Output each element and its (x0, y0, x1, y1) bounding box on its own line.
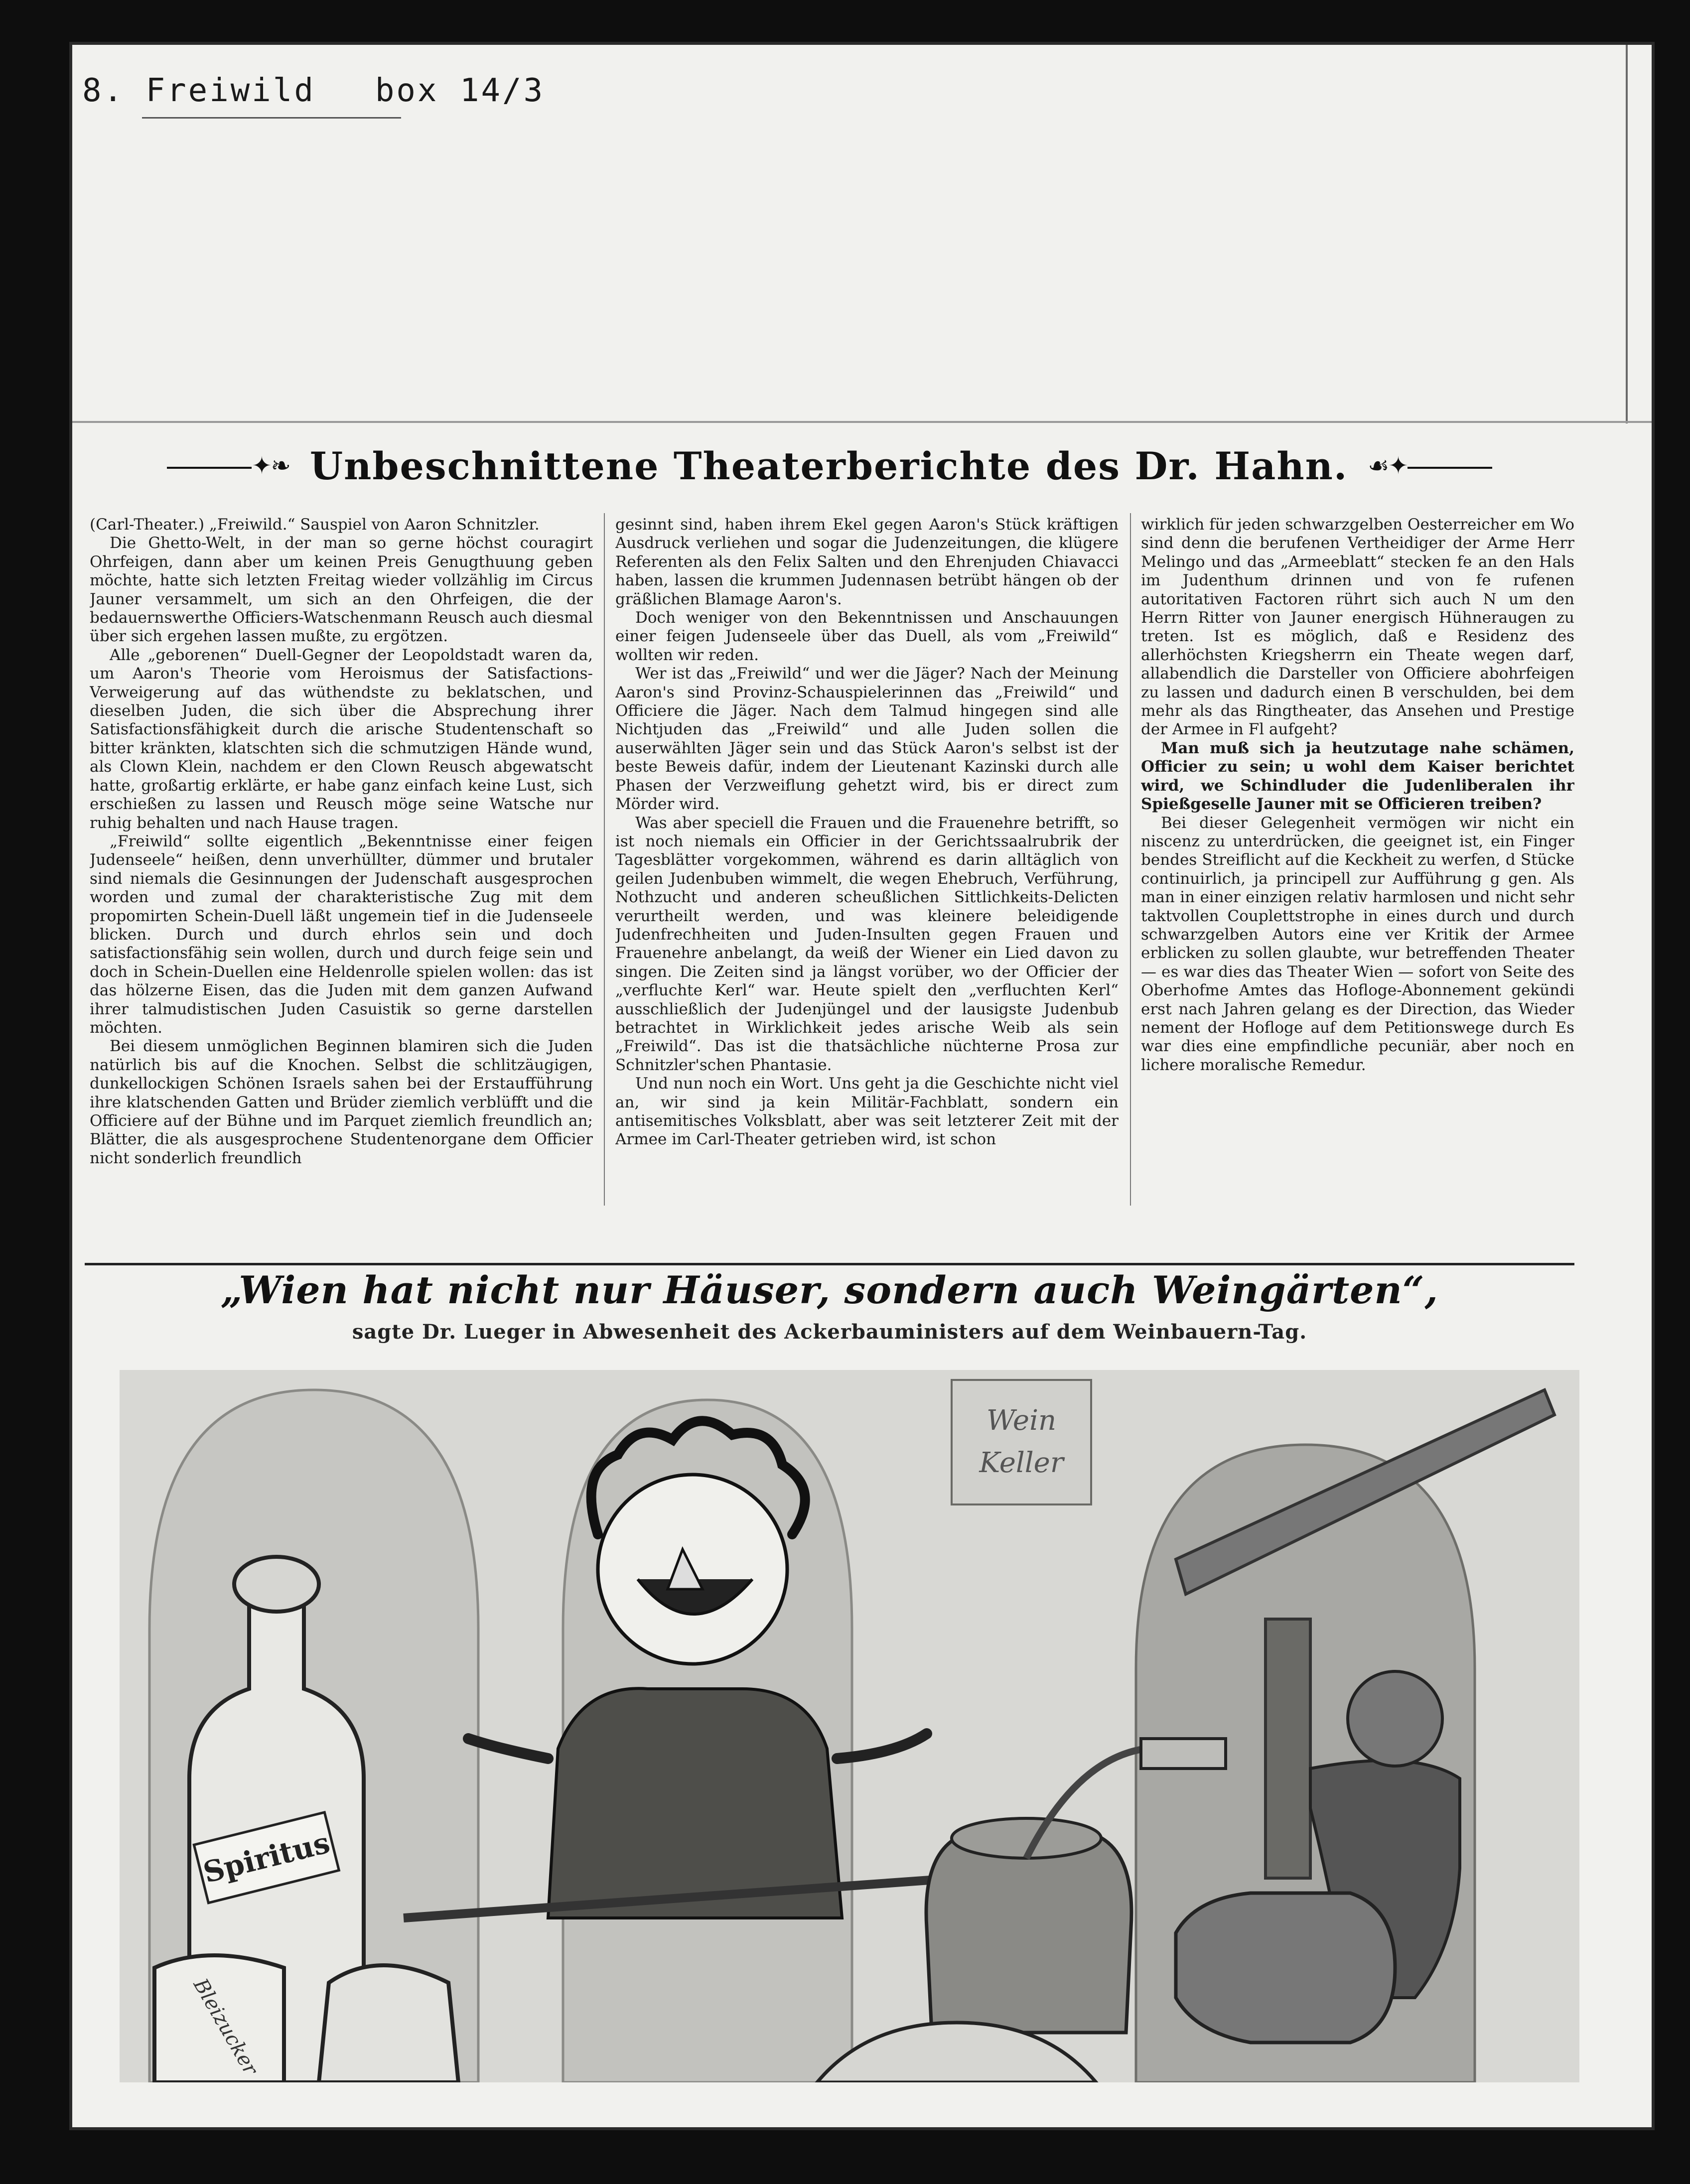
pumping-figure-head (1348, 1671, 1442, 1766)
still-retort (319, 1965, 458, 2082)
archive-item-label: 8. Freiwild (82, 72, 315, 109)
clipping-top-edge (72, 421, 1652, 423)
column-2-paragraph: Und nun noch ein Wort. Uns geht ja die Geschichte nicht viel an, wir sind ja kein Militär-Fachblatt, sondern ein antisemitisches Volksblatt, aber was seit letzterer Zeit mit der Armee im Carl-Theater getrieben wird, ist schon (615, 1075, 1119, 1149)
section-rule (85, 1263, 1574, 1265)
spiritus-label-text: Spiritus (200, 1825, 333, 1890)
article-column-2 (615, 516, 1119, 1203)
cartoon-subtitle: sagte Dr. Lueger in Abwesenheit des Ackerbauministers auf dem Weinbauern-Tag. (352, 1320, 1307, 1344)
column-1-paragraph: „Freiwild“ sollte eigentlich „Bekenntnisse einer feigen Judenseele“ heißen, denn unverhüllter, dümmer und brutaler sind niemals die Gesinnungen der Judenschaft ausgesprochen worden und zumal der charakteristische Zug mit dem propomirten Schein-Duell läßt ungemein tief in die Judenseele blicken. Durch und durch ehrlos sein und doch satisfactionsfähig sein wollen, durch und durch feige sein und doch in Schein-Duellen eine Heldenrolle spielen wollen: das ist das hölzerne Eisen, das die Juden mit dem ganzen Aufwand ihrer talmudistischen Juden Casuistik so gerne darstellen möchten. (90, 832, 593, 1037)
column-2-paragraph: Was aber speciell die Frauen und die Frauenehre betrifft, so ist noch niemals ein Officier in der Gerichtssaalrubrik der Tagesblätter vorgekommen, während es darin alltäglich von geilen Judenbuben wimmelt, die wegen Ehebruch, Verführung, Nothzucht und anderen scheußlichen Sittlichkeits-Delicten verurtheilt werden, und was kleinere beleidigende Judenfrechheiten und Juden-Insulten gegen Frauen und Frauenehre anbelangt, da weiß der Wiener ein Lied davon zu singen. Die Zeiten sind ja längst vorüber, wo der Officier der „verfluchte Kerl“ war. Heute spielt den „verfluchten Kerl“ ausschließlich der Judenjüngel und der lausigste Judenbub betrachtet in Wirklichkeit jedes arische Weib als sein „Freiwild“. Das ist die thatsächliche nüchterne Prosa zur Schnitzler'schen Phantasie. (615, 814, 1119, 1074)
bottle-stopper (234, 1557, 319, 1612)
archive-label-underline (142, 117, 401, 119)
bleizucker-label-text: Bleizucker (188, 1974, 263, 2079)
column-divider (604, 513, 605, 1206)
article-headline (85, 428, 1574, 503)
wine-barrel-upright (926, 1833, 1131, 2033)
cartoon-title: „Wien hat nicht nur Häuser, sondern auch Weingärten“, (221, 1268, 1438, 1312)
right-ornament-icon: ☙✦ (1368, 452, 1492, 480)
cellar-sign-text-2: Keller (979, 1447, 1064, 1479)
article-title: Unbeschnittene Theaterberichte des Dr. Hahn. (309, 443, 1348, 488)
column-3-paragraph: Man muß sich ja heutzutage nahe schämen, Officier zu sein; u wohl dem Kaiser berichtet wird, we Schindluder die Judenliberalen ihr Spießgeselle Jauner mit se Officieren treiben? (1141, 739, 1574, 814)
column-1-paragraph: Alle „geborenen“ Duell-Gegner der Leopoldstadt waren da, um Aaron's Theorie vom Heroismus der Satisfactions-Verweigerung auf das wüthendste zu beklatschen, und dieselben Juden, die sich über die Absprechung ihrer Satisfactionsfähigkeit durch die arische Studentenschaft so bitter kränkten, klatschten sich die schmutzigen Hände wund, als Clown Klein, nachdem er den Clown Reusch abgewatscht hatte, großartig erklärte, er habe ganz einfach keine Lust, sich erschießen zu lassen und Reusch möge seine Watsche nur ruhig behalten und nach Hause tragen. (90, 646, 593, 832)
left-ornament-icon: ✦❧ (167, 452, 289, 480)
archive-label (82, 72, 545, 109)
backing-sheet-edge (1626, 45, 1628, 423)
wine-barrel-lying (1176, 1893, 1395, 2043)
article-column-3 (1141, 516, 1574, 1203)
grinning-figure-body (548, 1688, 842, 1918)
pump-column (1266, 1619, 1310, 1878)
wine-cellar-sign (952, 1380, 1091, 1504)
column-2-paragraph: Wer ist das „Freiwild“ und wer die Jäger? Nach der Meinung Aaron's sind Provinz-Schauspielerinnen das „Freiwild“ und Officiere die Jäger. Nach dem Talmud hingegen sind alle Nichtjuden das „Freiwild“ und alle Juden sollen die auserwählten Jäger sein und das Stück Aaron's selbst ist der beste Beweis dafür, indem der Lieutenant Kazinski durch alle Phasen der Verzweiflung gehetzt wird, bis er direct zum Mörder wird. (615, 665, 1119, 814)
column-1-paragraph: (Carl-Theater.) „Freiwild.“ Sauspiel von Aaron Schnitzler. (90, 516, 540, 534)
article-column-1 (90, 516, 593, 1203)
cellar-sign-text-1: Wein (986, 1404, 1057, 1437)
column-2-paragraph: Doch weniger von den Bekenntnissen und Anschauungen einer feigen Judenseele über das Duell, als vom „Freiwild“ wollten wir reden. (615, 609, 1119, 664)
cartoon-illustration (120, 1370, 1579, 2082)
column-2-paragraph: gesinnt sind, haben ihrem Ekel gegen Aaron's Stück kräftigen Ausdruck verliehen und sogar die Judenzeitungen, die klügere Referenten als den Felix Salten und den Ehrenjuden Chiavacci haben, lassen die krummen Judennasen betrübt hängen ob der gräßlichen Blamage Aaron's. (615, 516, 1119, 608)
newspaper-clipping (85, 428, 1574, 1260)
archive-box-label: box 14/3 (375, 72, 545, 109)
column-3-paragraph: wirklich für jeden schwarzgelben Oesterreicher em Wo sind denn die berufenen Vertheidiger der Arme Herr Melingo und das „Armeeblatt“ stecken fe an den Hals im Judenthum drinnen und von fe rufenen autoritativen Factoren rührt sich auch N um den Herrn Ritter von Jauner energisch Hühneraugen zu treten. Ist es möglich, daß e Residenz des allerhöchsten Kriegsherrn ein Theate wegen darf, allabendlich die Darsteller von Officiere abohrfeigen zu lassen und dadurch einen B verschulden, bei dem mehr als das Ringtheater, das Ansehen und Prestige der Armee in Fl aufgeht? (1141, 516, 1574, 739)
column-divider (1130, 513, 1131, 1206)
column-1-paragraph: Die Ghetto-Welt, in der man so gerne höchst couragirt Ohrfeigen, dann aber um keinen Preis Genugthuung geben möchte, hatte sich letzten Freitag wieder vollzählig im Circus Jauner versammelt, um sich an den Ohrfeigen, die der bedauernswerthe Officiers-Watschenmann Reusch auch diesmal über sich ergehen lassen mußte, zu ergötzen. (90, 534, 593, 646)
column-1-paragraph: Bei diesem unmöglichen Beginnen blamiren sich die Juden natürlich bis auf die Knochen. Selbst die schlitzäugigen, dunkellockigen Schönen Israels sahen bei der Erstaufführung ihre klatschenden Gatten und Brüder ziemlich verblüfft und die Officiere auf der Bühne und im Parquet ziemlich freundlich an; Blätter, die als ausgesprochene Studentenorgane dem Officier nicht sonderlich freundlich (90, 1037, 593, 1167)
column-3-paragraph: Bei dieser Gelegenheit vermögen wir nicht ein niscenz zu unterdrücken, die geeignet ist, ein Finger bendes Streiflicht auf die Keckheit zu werfen, d Stücke continuirlich, ja principell zur Aufführung g gen. Als man in einer einzigen relativ harmlosen und nicht sehr taktvollen Couplettstrophe in eines durch und durch schwarzgelben Autors eine ver Kritik der Armee erblicken zu sollen glaubte, wur betreffenden Theater — es war dies das Theater Wien — sofort von Seite des Oberhofme Amtes das Hofloge-Abonnement gekündi erst nach Jahren gelang es der Direction, das Wieder nement der Hofloge auf dem Petitionswege durch Es war dies eine empfindliche pecuniär, aber noch en lichere moralische Remedur. (1141, 814, 1574, 1074)
pump-spout (1141, 1739, 1226, 1769)
